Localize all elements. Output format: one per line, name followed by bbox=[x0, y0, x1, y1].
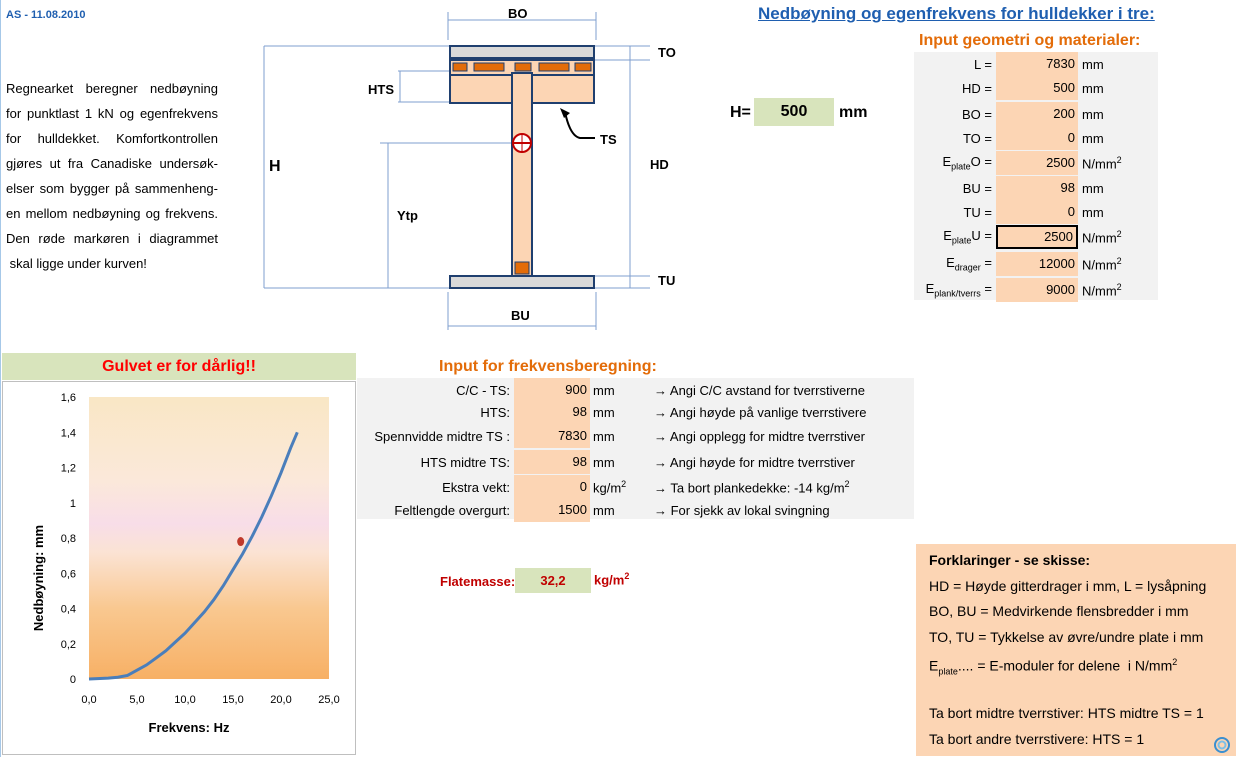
freq-value-cell[interactable]: 98 bbox=[514, 450, 590, 474]
y-tick-label: 1,6 bbox=[60, 392, 76, 404]
freq-row-span: Spennvidde midtre TS : 7830 mm → Angi opplegg for midtre tverrstiver bbox=[357, 424, 865, 448]
x-tick-label: 20,0 bbox=[270, 694, 292, 706]
y-tick-label: 0,4 bbox=[60, 603, 76, 616]
geo-value-cell[interactable]: 98 bbox=[996, 176, 1078, 200]
intro-line: gjøres ut fra Canadiske undersøk- bbox=[6, 156, 218, 171]
freq-row-field-length: Feltlengde overgurt: 1500 mm → For sjekk av lokal svingning bbox=[357, 498, 830, 522]
geometry-title: Input geometri og materialer: bbox=[919, 32, 1141, 49]
h-unit: mm bbox=[839, 104, 868, 121]
label-h: H bbox=[269, 158, 281, 175]
geo-value-cell[interactable]: 9000 bbox=[996, 278, 1078, 302]
intro-line: for punktlast 1 kN og egenfrekvens bbox=[6, 106, 218, 121]
geo-row-edrager: $E_{drager}$ = 12000 $N/mm^2$ bbox=[914, 252, 1122, 276]
freq-row-hts-mid: HTS midtre TS: 98 mm → Angi høyde for midtre tverrstiver bbox=[357, 450, 855, 474]
freq-value-cell[interactable]: 0 bbox=[514, 475, 590, 499]
explanation-line: TO, TU = Tykkelse av øvre/undre plate i mm bbox=[929, 628, 1204, 645]
refresh-icon[interactable] bbox=[1213, 736, 1231, 754]
intro-line: Regnearket beregner nedbøyning bbox=[6, 81, 218, 96]
geo-value-cell[interactable]: 7830 bbox=[996, 52, 1078, 76]
cross-section-sketch bbox=[240, 0, 710, 340]
freq-row-hts: HTS: 98 mm → Angi høyde på vanlige tverrstivere bbox=[357, 400, 866, 424]
geo-row-bu: BU = 98 mm bbox=[914, 176, 1104, 200]
geo-row-tu: TU = 0 mm bbox=[914, 200, 1104, 224]
y-tick-label: 1 bbox=[69, 497, 76, 510]
page-title: Nedbøyning og egenfrekvens for hulldekker i tre: bbox=[758, 4, 1155, 23]
h-value-cell[interactable]: 500 bbox=[754, 98, 834, 126]
x-tick-label: 5,0 bbox=[129, 694, 145, 706]
geo-value-cell[interactable]: 200 bbox=[996, 102, 1078, 126]
chart-svg bbox=[3, 382, 355, 754]
label-bu: BU bbox=[511, 308, 530, 323]
label-ytp: Ytp bbox=[397, 208, 418, 223]
geo-row-bo: BO = 200 mm bbox=[914, 102, 1104, 126]
red-marker bbox=[237, 537, 244, 546]
freq-row-extra-weight: Ekstra vekt: 0 $kg/m^2$ → Ta bort plankedekke: -14 $kg/m^2$ bbox=[357, 475, 850, 499]
y-tick-label: 0,8 bbox=[60, 533, 76, 545]
intro-line: for hulldekket. Komfortkontrollen bbox=[6, 131, 218, 146]
intro-line: skal ligge under kurven! bbox=[6, 256, 147, 271]
explanations-panel bbox=[916, 544, 1236, 756]
y-axis-label: Nedbøyning: mm bbox=[31, 524, 46, 632]
status-banner: Gulvet er for dårlig!! bbox=[2, 353, 356, 380]
explanation-line: Ta bort midtre tverrstiver: HTS midtre TS = 1 bbox=[929, 705, 1204, 721]
geo-row-to: TO = 0 mm bbox=[914, 126, 1104, 150]
y-tick-label: 1,2 bbox=[60, 462, 76, 475]
y-tick-label: 0 bbox=[69, 674, 76, 686]
x-axis-label: Frekvens: Hz bbox=[148, 720, 230, 735]
geo-value-cell[interactable]: 12000 bbox=[996, 252, 1078, 276]
explanation-line-emod: $E_{plate}$.... = E-moduler for delene i $N/mm^2$ bbox=[929, 657, 1178, 677]
intro-line: elser som bygger på sammenheng- bbox=[6, 181, 218, 196]
h-label: H= bbox=[730, 104, 751, 121]
intro-line: Den røde markøren i diagrammet bbox=[6, 231, 218, 246]
intro-text bbox=[6, 76, 218, 276]
geo-value-cell[interactable]: 0 bbox=[996, 126, 1078, 150]
frequency-deflection-chart[interactable] bbox=[2, 381, 356, 755]
label-hts: HTS bbox=[368, 82, 394, 97]
label-bo: BO bbox=[508, 6, 528, 21]
geo-row-eplate-o: $E_{plate}O$ = 2500 $N/mm^2$ bbox=[914, 151, 1122, 175]
freq-value-cell[interactable]: 7830 bbox=[514, 424, 590, 448]
y-tick-label: 1,4 bbox=[60, 427, 76, 440]
label-tu: TU bbox=[658, 273, 676, 288]
freq-row-cc: C/C - TS: 900 mm → Angi C/C avstand for tverrstiverne bbox=[357, 378, 865, 402]
freq-value-cell[interactable]: 900 bbox=[514, 378, 590, 402]
geo-value-cell[interactable]: 500 bbox=[996, 76, 1078, 100]
y-tick-label: 0,6 bbox=[60, 568, 76, 581]
selected-cell[interactable]: 2500 bbox=[996, 225, 1078, 249]
label-to: TO bbox=[658, 45, 676, 60]
geo-value-cell[interactable]: 2500 bbox=[996, 151, 1078, 175]
x-tick-label: 10,0 bbox=[174, 694, 196, 706]
frequency-title: Input for frekvensberegning: bbox=[439, 358, 657, 375]
geo-row-hd: HD = 500 mm bbox=[914, 76, 1104, 100]
explanation-line: HD = Høyde gitterdrager i mm, L = lysåpning bbox=[929, 577, 1207, 594]
explanation-line: Ta bort andre tverrstivere: HTS = 1 bbox=[929, 730, 1145, 747]
x-tick-label: 0,0 bbox=[81, 694, 97, 706]
flatemasse-unit: $kg/m^2$ bbox=[594, 571, 630, 588]
freq-value-cell[interactable]: 98 bbox=[514, 400, 590, 424]
explanation-line: BO, BU = Medvirkende flensbredder i mm bbox=[929, 603, 1189, 619]
geo-row-l: L = 7830 mm bbox=[914, 52, 1104, 76]
intro-line: en mellom nedbøyning og frekvens. bbox=[6, 206, 218, 221]
flatemasse-label: Flatemasse: bbox=[440, 574, 516, 589]
freq-value-cell[interactable]: 1500 bbox=[514, 498, 590, 522]
y-tick-label: 0,2 bbox=[60, 638, 76, 651]
geo-row-eplate-u: $E_{plate}U$ = 2500 $N/mm^2$ bbox=[914, 225, 1122, 249]
explanations-heading: Forklaringer - se skisse: bbox=[929, 552, 1091, 568]
spacer bbox=[929, 676, 1236, 702]
geo-row-eplank: $E_{plank/tverrs}$ = 9000 $N/mm^2$ bbox=[914, 278, 1122, 302]
label-hd: HD bbox=[650, 157, 669, 172]
date-stamp: AS - 11.08.2010 bbox=[6, 9, 86, 21]
x-tick-label: 25,0 bbox=[318, 694, 340, 706]
label-ts: TS bbox=[600, 132, 617, 147]
sheet-left-border bbox=[0, 0, 1, 757]
x-tick-label: 15,0 bbox=[222, 694, 244, 706]
geo-value-cell[interactable]: 0 bbox=[996, 200, 1078, 224]
flatemasse-value: 32,2 bbox=[515, 568, 591, 593]
